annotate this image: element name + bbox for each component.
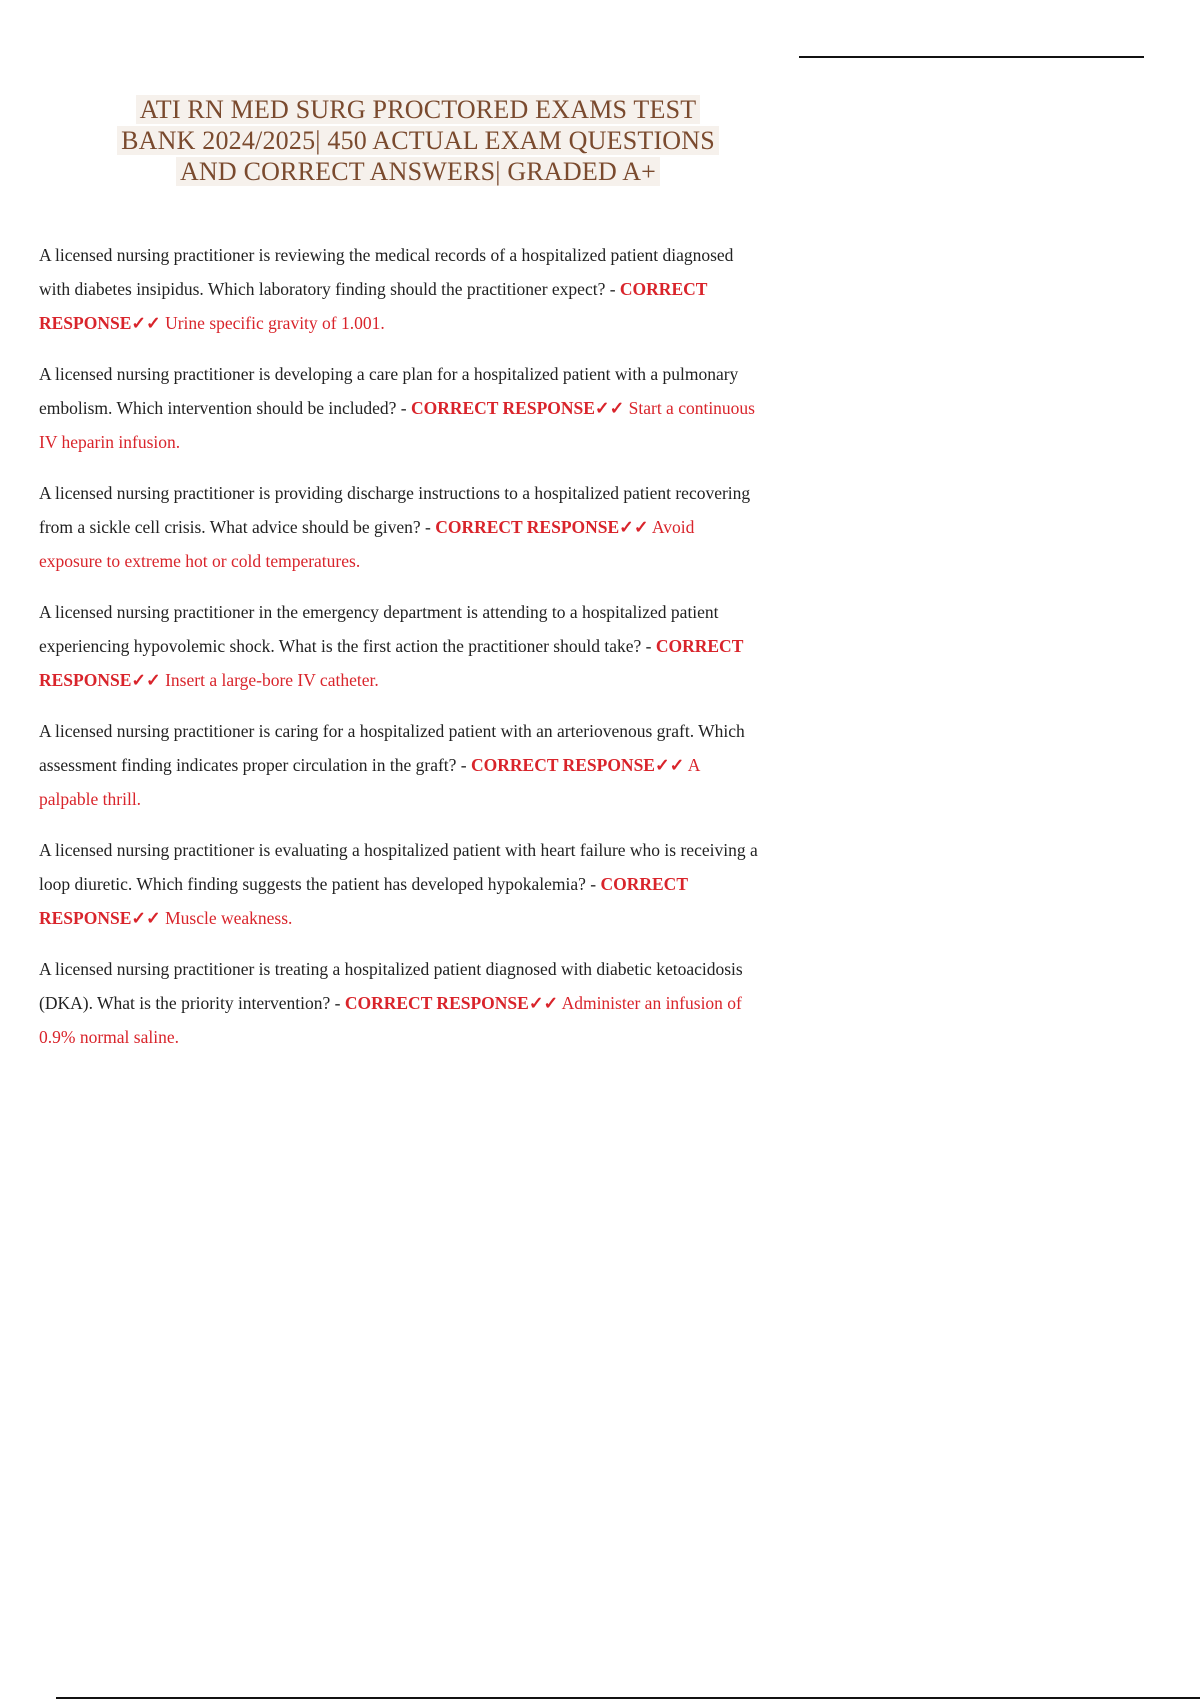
- footer-rule: [56, 1697, 1200, 1699]
- correct-response-label: CORRECT RESPONSE✓✓: [435, 517, 649, 537]
- correct-response-label: CORRECT RESPONSE✓✓: [410, 398, 625, 418]
- qa-item: [39, 238, 759, 340]
- header-rule: [799, 56, 1144, 58]
- title-line: AND CORRECT ANSWERS| GRADED A+: [176, 157, 660, 186]
- question-text: A licensed nursing practitioner is treating a hospitalized patient diagnosed with diabetic ketoacidosis (DKA). What is the priority intervention? -: [39, 959, 743, 1013]
- answer-text: Start a continuous IV heparin infusion.: [39, 398, 755, 452]
- answer-text: A palpable thrill.: [39, 755, 700, 809]
- question-text: A licensed nursing practitioner is reviewing the medical records of a hospitalized patient diagnosed with diabetes insipidus. Which laboratory finding should the practitioner expect? -: [39, 245, 734, 299]
- question-text: A licensed nursing practitioner in the emergency department is attending to a hospitalized patient experiencing hypovolemic shock. What is the first action the practitioner should take? -: [39, 602, 719, 656]
- question-list: [39, 238, 759, 1071]
- question-text: A licensed nursing practitioner is developing a care plan for a hospitalized patient with a pulmonary embolism. Which intervention should be included? -: [39, 364, 739, 418]
- qa-item: [39, 476, 759, 578]
- question-text: A licensed nursing practitioner is caring for a hospitalized patient with an arteriovenous graft. Which assessment finding indicates proper circulation in the graft? -: [39, 721, 745, 775]
- correct-response-label: CORRECT RESPONSE✓✓: [471, 755, 685, 775]
- correct-response-label: CORRECT RESPONSE✓✓: [39, 874, 688, 928]
- qa-item: [39, 952, 759, 1054]
- title-line: BANK 2024/2025| 450 ACTUAL EXAM QUESTIONS: [117, 126, 719, 155]
- answer-text: Muscle weakness.: [165, 908, 293, 928]
- qa-item: [39, 357, 759, 459]
- question-text: A licensed nursing practitioner is evaluating a hospitalized patient with heart failure who is receiving a loop diuretic. Which finding suggests the patient has developed hypokalemia? -: [39, 840, 758, 894]
- document-title: [100, 94, 736, 187]
- answer-text: Urine specific gravity of 1.001.: [165, 313, 385, 333]
- answer-text: Insert a large-bore IV catheter.: [165, 670, 379, 690]
- qa-item: [39, 714, 759, 816]
- qa-item: [39, 833, 759, 935]
- title-line: ATI RN MED SURG PROCTORED EXAMS TEST: [136, 95, 701, 124]
- answer-text: Avoid exposure to extreme hot or cold temperatures.: [39, 517, 695, 571]
- question-text: A licensed nursing practitioner is providing discharge instructions to a hospitalized patient recovering from a sickle cell crisis. What advice should be given? -: [39, 483, 751, 537]
- answer-text: Administer an infusion of 0.9% normal saline.: [39, 993, 742, 1047]
- qa-item: [39, 595, 759, 697]
- correct-response-label: CORRECT RESPONSE✓✓: [344, 993, 559, 1013]
- correct-response-label: CORRECT RESPONSE✓✓: [39, 279, 708, 333]
- correct-response-label: CORRECT RESPONSE✓✓: [39, 636, 744, 690]
